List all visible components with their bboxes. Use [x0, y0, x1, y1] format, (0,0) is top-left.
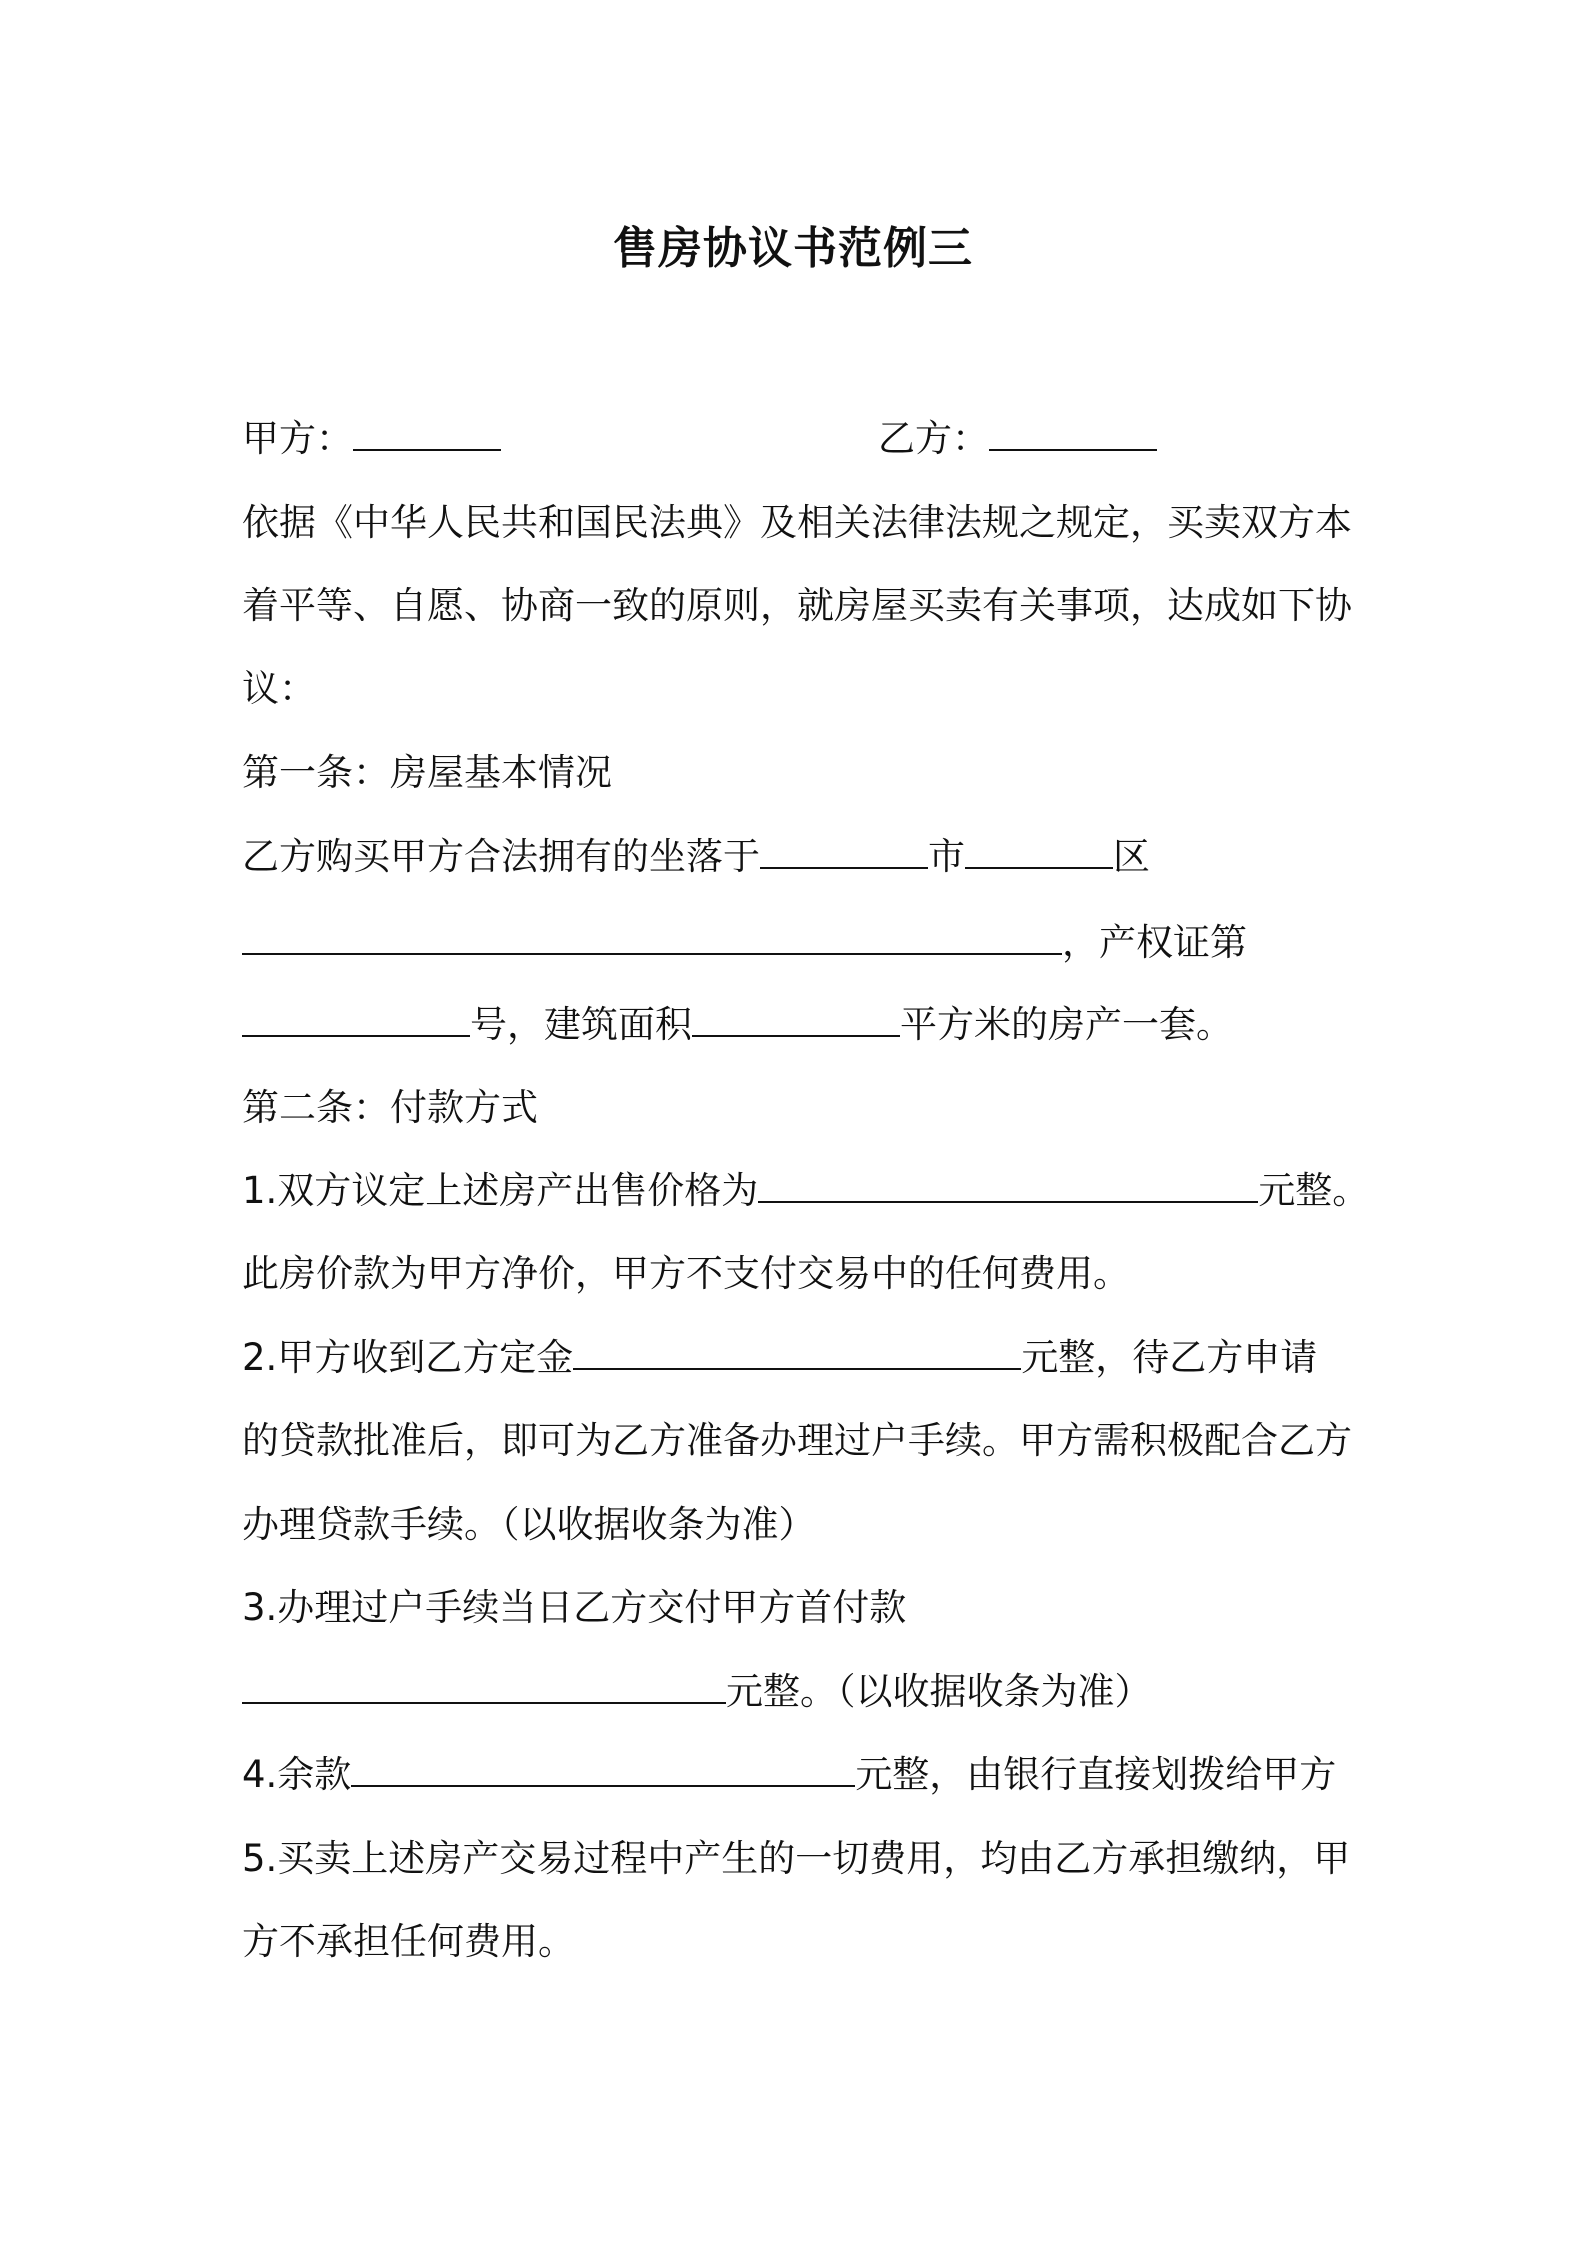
address-blank — [242, 919, 1062, 955]
article1-line-2 — [242, 918, 1247, 968]
district-label: 区 — [1113, 835, 1150, 878]
city-label: 市 — [928, 835, 965, 878]
item3-line-2 — [242, 1667, 1152, 1717]
item2-line-1 — [242, 1333, 1317, 1383]
preamble-line-1: 依据《中华人民共和国民法典》及相关法律法规之规定，买卖双方本 — [242, 501, 1352, 544]
preamble-line-2: 着平等、自愿、协商一致的原则，就房屋买卖有关事项，达成如下协 — [242, 584, 1352, 627]
item4-text: 4.余款 — [242, 1753, 352, 1796]
item4-line — [242, 1750, 1336, 1800]
item2-line-2: 的贷款批准后，即可为乙方准备办理过户手续。甲方需积极配合乙方 — [242, 1419, 1352, 1462]
item1-text: 1.双方议定上述房产出售价格为 — [242, 1169, 759, 1212]
area-blank — [692, 1001, 900, 1037]
item5-line-2: 方不承担任何费用。 — [242, 1920, 575, 1963]
document-title: 售房协议书范例三 — [613, 223, 973, 274]
down-payment-blank — [242, 1668, 726, 1704]
area-unit: 平方米的房产一套。 — [900, 1003, 1233, 1046]
item2-text: 2.甲方收到乙方定金 — [242, 1336, 574, 1379]
item2-line-3: 办理贷款手续。（以收据收条为准） — [242, 1503, 816, 1546]
certificate-number-blank — [242, 1001, 470, 1037]
balance-blank — [351, 1751, 855, 1787]
article2-heading: 第二条：付款方式 — [242, 1086, 538, 1129]
item1-line-2: 此房价款为甲方净价，甲方不支付交易中的任何费用。 — [242, 1252, 1130, 1295]
certificate-label: ，产权证第 — [1062, 921, 1247, 964]
article1-line-1 — [242, 832, 1150, 882]
item3-unit: 元整。（以收据收条为准） — [726, 1670, 1152, 1713]
item1-line-1 — [242, 1166, 1369, 1216]
article1-text: 乙方购买甲方合法拥有的坐落于 — [242, 835, 760, 878]
item2-unit: 元整，待乙方申请 — [1021, 1336, 1318, 1379]
party-a-label: 甲方： — [242, 417, 353, 460]
preamble-line-3: 议： — [242, 667, 316, 710]
deposit-blank — [573, 1334, 1021, 1370]
party-a-blank — [353, 415, 501, 451]
item4-unit: 元整，由银行直接划拨给甲方 — [855, 1753, 1337, 1796]
item5-line-1: 5.买卖上述房产交易过程中产生的一切费用，均由乙方承担缴纳，甲 — [242, 1837, 1351, 1880]
district-blank — [965, 833, 1113, 869]
article1-heading: 第一条：房屋基本情况 — [242, 751, 612, 794]
party-b-label: 乙方： — [878, 417, 989, 460]
city-blank — [760, 833, 928, 869]
item3-line-1: 3.办理过户手续当日乙方交付甲方首付款 — [242, 1586, 907, 1629]
party-a-line — [242, 414, 501, 464]
price-blank — [758, 1167, 1258, 1203]
party-b-line — [878, 414, 1157, 464]
party-b-blank — [989, 415, 1157, 451]
area-label: 号，建筑面积 — [470, 1003, 692, 1046]
item1-unit: 元整。 — [1258, 1169, 1370, 1212]
article1-line-3 — [242, 1000, 1233, 1050]
